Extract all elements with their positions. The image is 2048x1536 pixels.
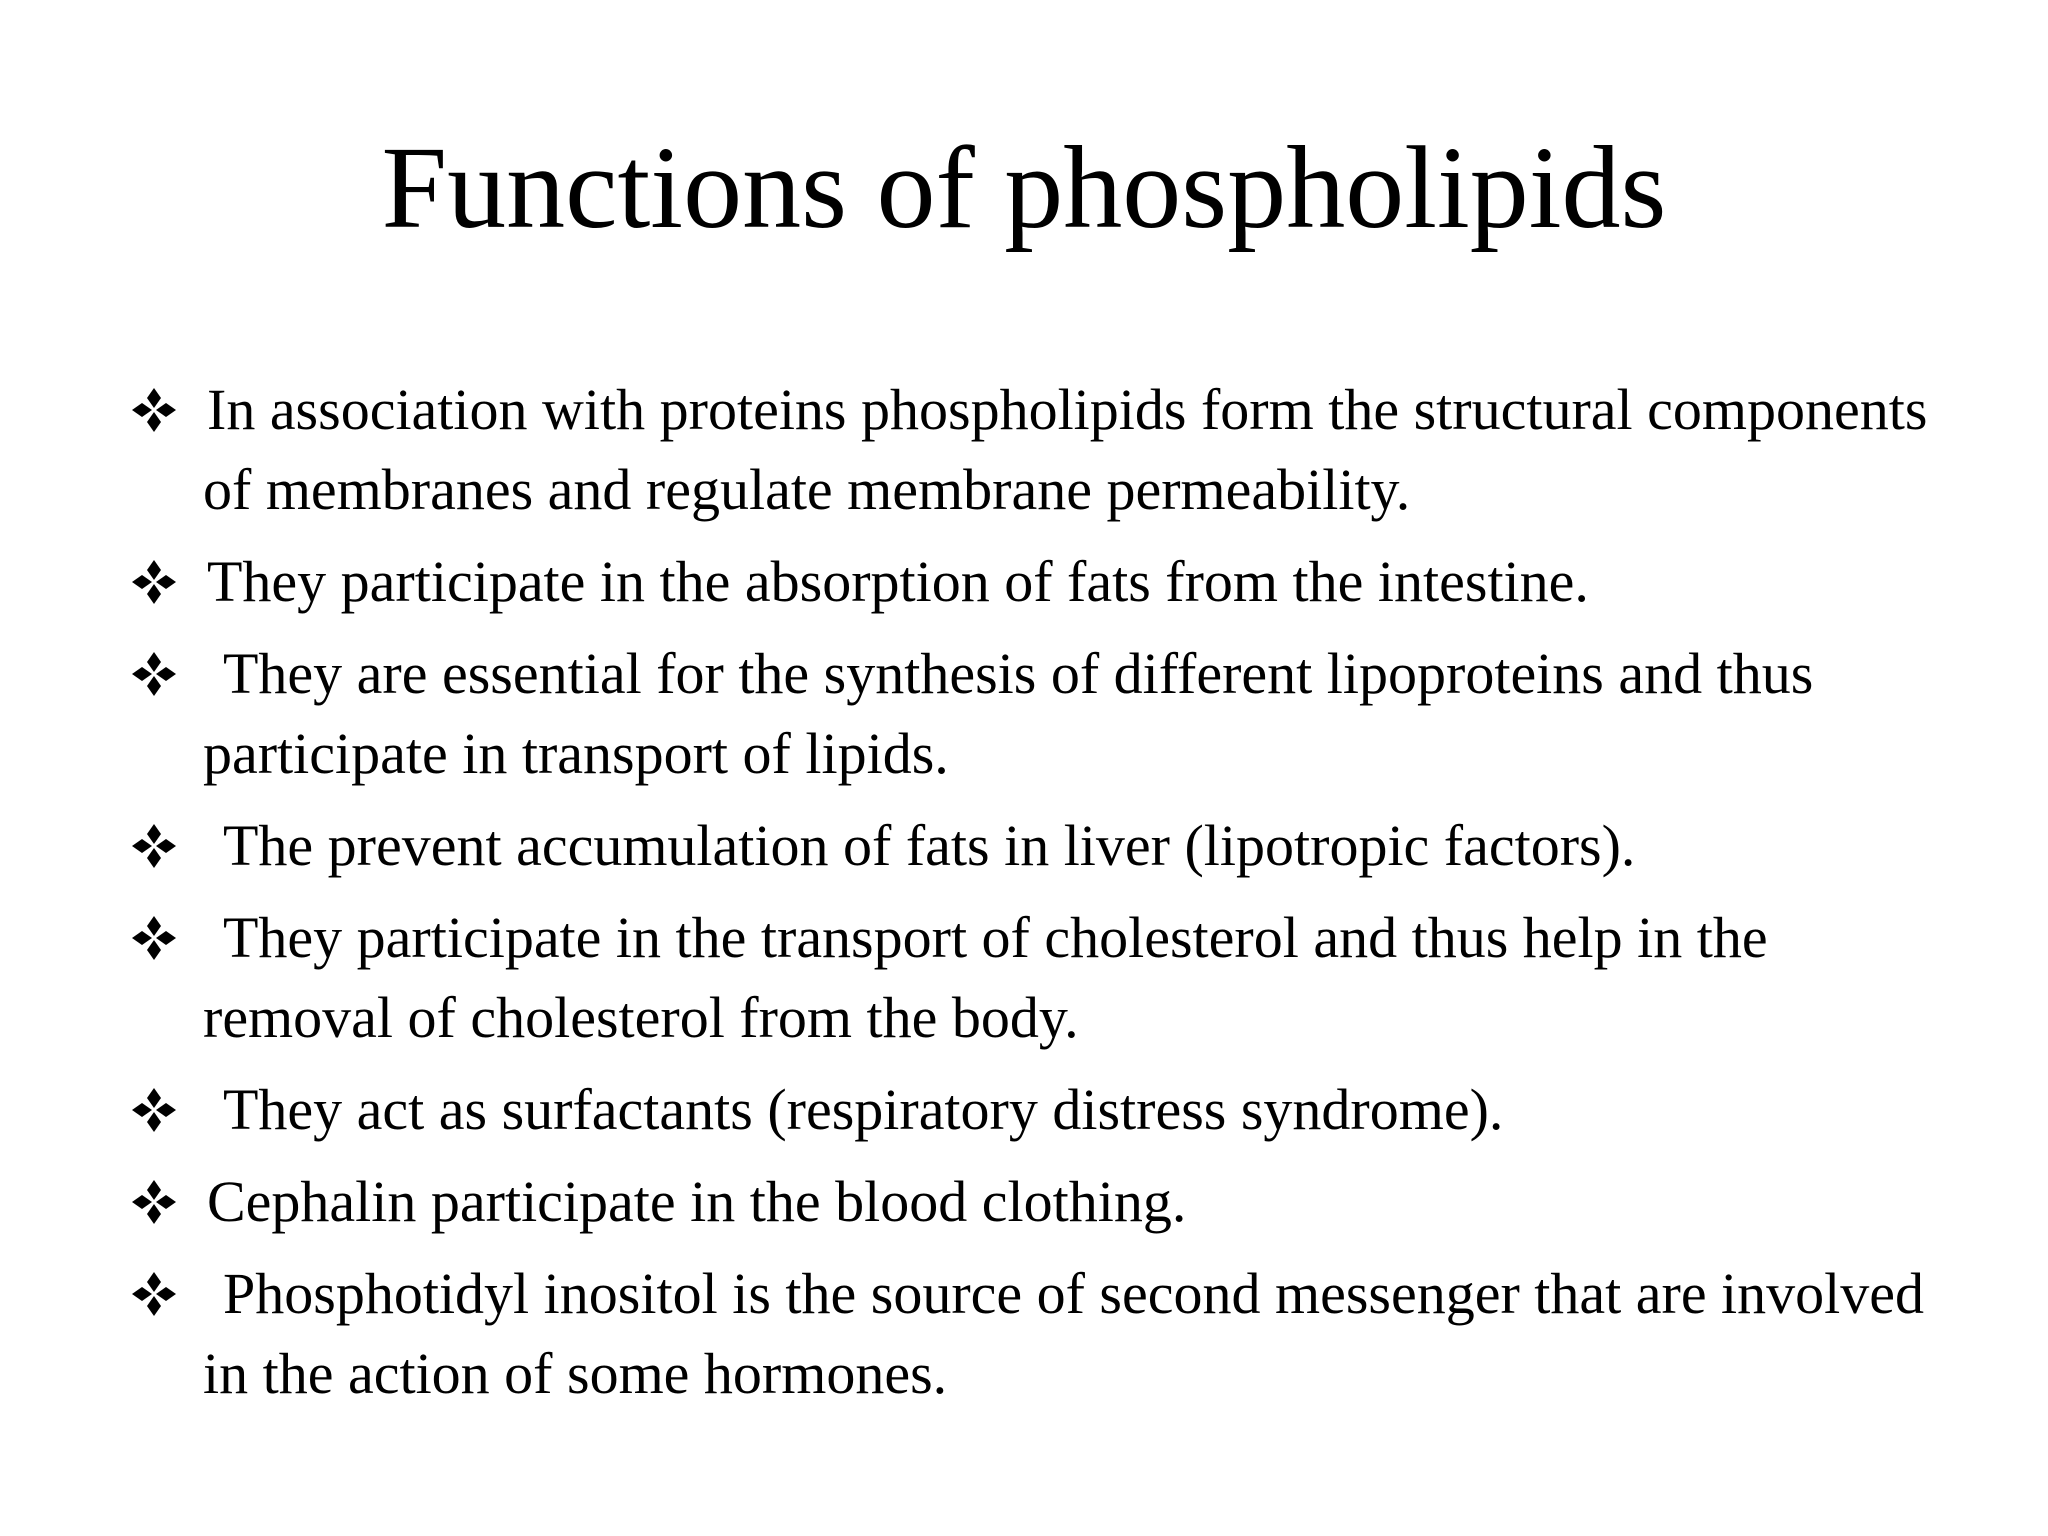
bullet-text: They participate in the transport of cholesterol and thus help in the removal of cholesterol from the body. — [203, 905, 1768, 1050]
four-diamond-bullet-icon — [128, 912, 180, 964]
four-diamond-bullet-icon — [128, 1176, 180, 1228]
bullet-item — [128, 1070, 1958, 1150]
four-diamond-bullet-icon — [128, 556, 180, 608]
slide-title: Functions of phospholipids — [381, 122, 1667, 253]
bullet-text: The prevent accumulation of fats in liver (lipotropic factors). — [223, 813, 1636, 878]
bullet-item — [128, 806, 1958, 886]
bullet-item — [128, 370, 1958, 530]
bullet-text: They participate in the absorption of fats from the intestine. — [207, 549, 1589, 614]
bullet-text: They are essential for the synthesis of different lipoproteins and thus participate in transport of lipids. — [203, 641, 1814, 786]
bullet-item — [128, 634, 1958, 794]
four-diamond-bullet-icon — [128, 1084, 180, 1136]
bullet-text: Phosphotidyl inositol is the source of second messenger that are involved in the action of some hormones. — [203, 1261, 1925, 1406]
bullet-item — [128, 1162, 1958, 1242]
four-diamond-bullet-icon — [128, 1268, 180, 1320]
bullet-text: Cephalin participate in the blood clothing. — [207, 1169, 1187, 1234]
four-diamond-bullet-icon — [128, 820, 180, 872]
bullet-text: They act as surfactants (respiratory distress syndrome). — [223, 1077, 1504, 1142]
bullet-item — [128, 542, 1958, 622]
four-diamond-bullet-icon — [128, 648, 180, 700]
bullet-item — [128, 1254, 1958, 1414]
bullet-item — [128, 898, 1958, 1058]
bullet-text: In association with proteins phospholipids form the structural components of membranes and regulate membrane permeability. — [203, 377, 1928, 522]
four-diamond-bullet-icon — [128, 384, 180, 436]
bullet-list — [128, 370, 1958, 1426]
